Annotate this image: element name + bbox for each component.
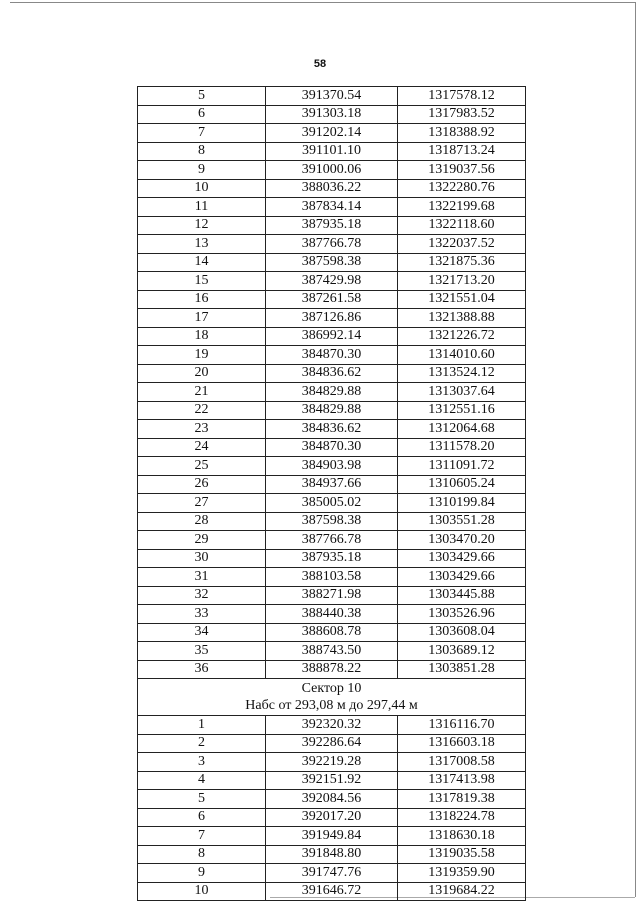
point-number-cell: 27 (138, 494, 266, 513)
section-subtitle: Набс от 293,08 м до 297,44 м (245, 698, 418, 713)
y-coordinate-cell: 1319037.56 (398, 161, 526, 180)
point-number-cell: 16 (138, 290, 266, 309)
x-coordinate-cell: 392219.28 (266, 753, 398, 772)
y-coordinate-cell: 1303851.28 (398, 660, 526, 679)
point-number-cell: 15 (138, 272, 266, 291)
point-number-cell: 1 (138, 716, 266, 735)
point-number-cell: 6 (138, 105, 266, 124)
point-number-cell: 9 (138, 864, 266, 883)
x-coordinate-cell: 391202.14 (266, 124, 398, 143)
table-row (138, 198, 526, 217)
point-number-cell: 10 (138, 882, 266, 901)
y-coordinate-cell: 1322037.52 (398, 235, 526, 254)
x-coordinate-cell: 387598.38 (266, 253, 398, 272)
point-number-cell: 6 (138, 808, 266, 827)
point-number-cell: 11 (138, 198, 266, 217)
table-row (138, 105, 526, 124)
table-row (138, 623, 526, 642)
x-coordinate-cell: 384829.88 (266, 401, 398, 420)
point-number-cell: 19 (138, 346, 266, 365)
point-number-cell: 2 (138, 734, 266, 753)
table-row (138, 475, 526, 494)
y-coordinate-cell: 1317008.58 (398, 753, 526, 772)
table-row (138, 494, 526, 513)
point-number-cell: 9 (138, 161, 266, 180)
table-row (138, 383, 526, 402)
table-row (138, 401, 526, 420)
coordinates-table-part2 (138, 716, 526, 901)
y-coordinate-cell: 1303429.66 (398, 549, 526, 568)
table-row (138, 660, 526, 679)
point-number-cell: 34 (138, 623, 266, 642)
table-row (138, 272, 526, 291)
y-coordinate-cell: 1313037.64 (398, 383, 526, 402)
x-coordinate-cell: 391646.72 (266, 882, 398, 901)
table-row (138, 531, 526, 550)
point-number-cell: 12 (138, 216, 266, 235)
point-number-cell: 14 (138, 253, 266, 272)
x-coordinate-cell: 392084.56 (266, 790, 398, 809)
x-coordinate-cell: 391848.80 (266, 845, 398, 864)
x-coordinate-cell: 388878.22 (266, 660, 398, 679)
point-number-cell: 10 (138, 179, 266, 198)
table-row (138, 142, 526, 161)
y-coordinate-cell: 1311091.72 (398, 457, 526, 476)
point-number-cell: 7 (138, 827, 266, 846)
y-coordinate-cell: 1321388.88 (398, 309, 526, 328)
point-number-cell: 20 (138, 364, 266, 383)
x-coordinate-cell: 386992.14 (266, 327, 398, 346)
x-coordinate-cell: 391747.76 (266, 864, 398, 883)
table-row (138, 216, 526, 235)
x-coordinate-cell: 387834.14 (266, 198, 398, 217)
table-row (138, 864, 526, 883)
y-coordinate-cell: 1312064.68 (398, 420, 526, 439)
point-number-cell: 26 (138, 475, 266, 494)
y-coordinate-cell: 1322199.68 (398, 198, 526, 217)
table-row (138, 420, 526, 439)
section-header-group (138, 679, 526, 716)
coordinates-table-part1 (138, 87, 526, 679)
y-coordinate-cell: 1310605.24 (398, 475, 526, 494)
table-row (138, 179, 526, 198)
x-coordinate-cell: 387766.78 (266, 235, 398, 254)
y-coordinate-cell: 1321875.36 (398, 253, 526, 272)
point-number-cell: 31 (138, 568, 266, 587)
table-row (138, 253, 526, 272)
x-coordinate-cell: 387935.18 (266, 216, 398, 235)
table-row (138, 327, 526, 346)
section-title: Сектор 10 (301, 681, 362, 696)
y-coordinate-cell: 1318224.78 (398, 808, 526, 827)
section-header-row (138, 679, 526, 716)
point-number-cell: 32 (138, 586, 266, 605)
y-coordinate-cell: 1303526.96 (398, 605, 526, 624)
x-coordinate-cell: 388036.22 (266, 179, 398, 198)
x-coordinate-cell: 391370.54 (266, 87, 398, 106)
y-coordinate-cell: 1303689.12 (398, 642, 526, 661)
point-number-cell: 5 (138, 87, 266, 106)
y-coordinate-cell: 1321226.72 (398, 327, 526, 346)
x-coordinate-cell: 392286.64 (266, 734, 398, 753)
table-row (138, 882, 526, 901)
x-coordinate-cell: 384903.98 (266, 457, 398, 476)
point-number-cell: 18 (138, 327, 266, 346)
y-coordinate-cell: 1319684.22 (398, 882, 526, 901)
x-coordinate-cell: 387126.86 (266, 309, 398, 328)
point-number-cell: 24 (138, 438, 266, 457)
x-coordinate-cell: 391949.84 (266, 827, 398, 846)
table-row (138, 771, 526, 790)
x-coordinate-cell: 384870.30 (266, 438, 398, 457)
y-coordinate-cell: 1318713.24 (398, 142, 526, 161)
y-coordinate-cell: 1318388.92 (398, 124, 526, 143)
point-number-cell: 5 (138, 790, 266, 809)
x-coordinate-cell: 384836.62 (266, 420, 398, 439)
table-row (138, 161, 526, 180)
y-coordinate-cell: 1322118.60 (398, 216, 526, 235)
table-row (138, 457, 526, 476)
x-coordinate-cell: 387429.98 (266, 272, 398, 291)
table-row (138, 290, 526, 309)
point-number-cell: 29 (138, 531, 266, 550)
table-row (138, 549, 526, 568)
x-coordinate-cell: 387766.78 (266, 531, 398, 550)
point-number-cell: 35 (138, 642, 266, 661)
point-number-cell: 21 (138, 383, 266, 402)
point-number-cell: 4 (138, 771, 266, 790)
x-coordinate-cell: 387261.58 (266, 290, 398, 309)
x-coordinate-cell: 388271.98 (266, 586, 398, 605)
table-row (138, 568, 526, 587)
point-number-cell: 33 (138, 605, 266, 624)
x-coordinate-cell: 391101.10 (266, 142, 398, 161)
table-row (138, 586, 526, 605)
y-coordinate-cell: 1303608.04 (398, 623, 526, 642)
x-coordinate-cell: 384870.30 (266, 346, 398, 365)
x-coordinate-cell: 385005.02 (266, 494, 398, 513)
x-coordinate-cell: 384836.62 (266, 364, 398, 383)
y-coordinate-cell: 1317819.38 (398, 790, 526, 809)
table-row (138, 309, 526, 328)
y-coordinate-cell: 1317413.98 (398, 771, 526, 790)
table-row (138, 790, 526, 809)
table-row (138, 642, 526, 661)
x-coordinate-cell: 388103.58 (266, 568, 398, 587)
table-row (138, 438, 526, 457)
point-number-cell: 28 (138, 512, 266, 531)
table-row (138, 753, 526, 772)
table-row (138, 734, 526, 753)
point-number-cell: 23 (138, 420, 266, 439)
y-coordinate-cell: 1321551.04 (398, 290, 526, 309)
x-coordinate-cell: 387598.38 (266, 512, 398, 531)
y-coordinate-cell: 1316603.18 (398, 734, 526, 753)
y-coordinate-cell: 1312551.16 (398, 401, 526, 420)
y-coordinate-cell: 1318630.18 (398, 827, 526, 846)
x-coordinate-cell: 388608.78 (266, 623, 398, 642)
section-header-cell (138, 679, 526, 716)
x-coordinate-cell: 391303.18 (266, 105, 398, 124)
y-coordinate-cell: 1311578.20 (398, 438, 526, 457)
table-row (138, 605, 526, 624)
point-number-cell: 22 (138, 401, 266, 420)
y-coordinate-cell: 1319359.90 (398, 864, 526, 883)
point-number-cell: 13 (138, 235, 266, 254)
x-coordinate-cell: 384829.88 (266, 383, 398, 402)
point-number-cell: 8 (138, 142, 266, 161)
point-number-cell: 17 (138, 309, 266, 328)
point-number-cell: 8 (138, 845, 266, 864)
y-coordinate-cell: 1314010.60 (398, 346, 526, 365)
y-coordinate-cell: 1321713.20 (398, 272, 526, 291)
x-coordinate-cell: 392151.92 (266, 771, 398, 790)
point-number-cell: 7 (138, 124, 266, 143)
y-coordinate-cell: 1303429.66 (398, 568, 526, 587)
table-row (138, 845, 526, 864)
point-number-cell: 3 (138, 753, 266, 772)
table-row (138, 808, 526, 827)
y-coordinate-cell: 1303551.28 (398, 512, 526, 531)
x-coordinate-cell: 392320.32 (266, 716, 398, 735)
y-coordinate-cell: 1310199.84 (398, 494, 526, 513)
y-coordinate-cell: 1316116.70 (398, 716, 526, 735)
y-coordinate-cell: 1313524.12 (398, 364, 526, 383)
y-coordinate-cell: 1303445.88 (398, 586, 526, 605)
point-number-cell: 36 (138, 660, 266, 679)
y-coordinate-cell: 1319035.58 (398, 845, 526, 864)
y-coordinate-cell: 1322280.76 (398, 179, 526, 198)
y-coordinate-cell: 1317983.52 (398, 105, 526, 124)
coordinates-table (137, 86, 526, 901)
table-row (138, 346, 526, 365)
table-row (138, 364, 526, 383)
x-coordinate-cell: 392017.20 (266, 808, 398, 827)
point-number-cell: 30 (138, 549, 266, 568)
table-row (138, 87, 526, 106)
table-row (138, 235, 526, 254)
page-number: 58 (313, 58, 327, 70)
table-row (138, 827, 526, 846)
table-row (138, 716, 526, 735)
page-edge-right (635, 2, 636, 897)
x-coordinate-cell: 388743.50 (266, 642, 398, 661)
x-coordinate-cell: 384937.66 (266, 475, 398, 494)
page-edge-top (10, 2, 636, 3)
x-coordinate-cell: 387935.18 (266, 549, 398, 568)
table-row (138, 124, 526, 143)
x-coordinate-cell: 391000.06 (266, 161, 398, 180)
table-row (138, 512, 526, 531)
y-coordinate-cell: 1317578.12 (398, 87, 526, 106)
y-coordinate-cell: 1303470.20 (398, 531, 526, 550)
point-number-cell: 25 (138, 457, 266, 476)
x-coordinate-cell: 388440.38 (266, 605, 398, 624)
